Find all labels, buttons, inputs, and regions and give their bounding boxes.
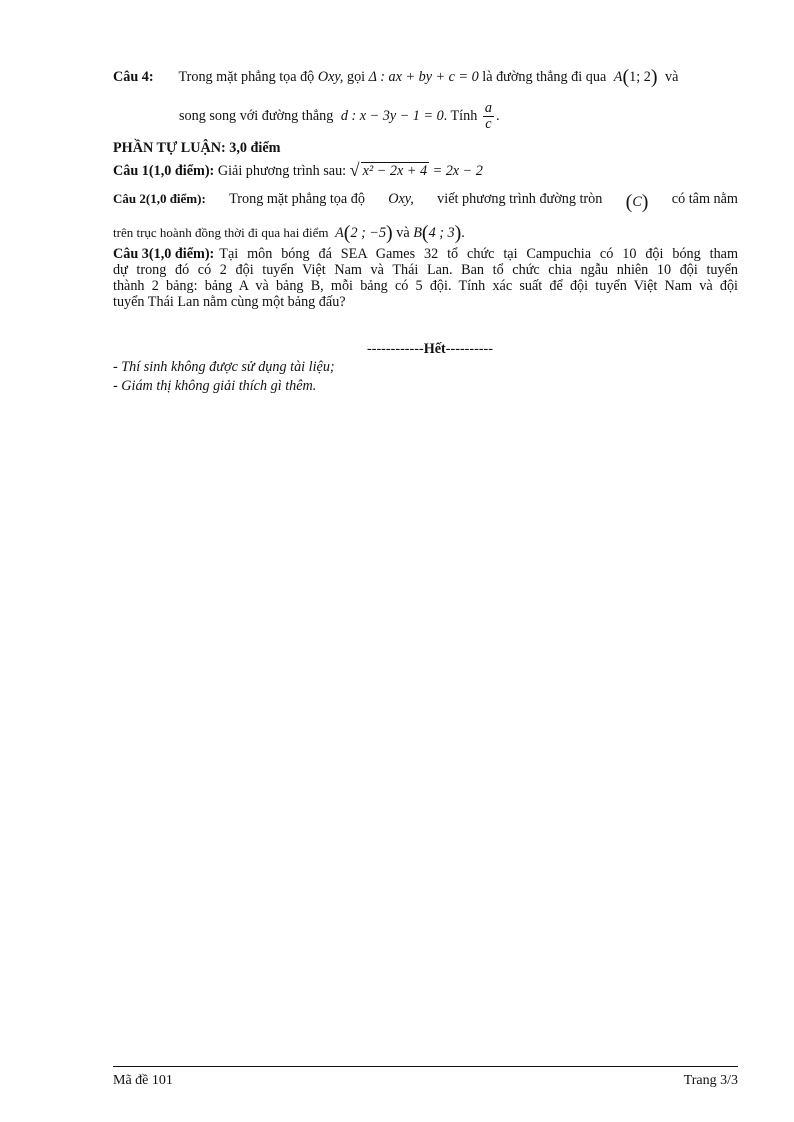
footer-divider <box>113 1066 738 1067</box>
c3-line4: tuyển Thái Lan nằm cùng một bảng đấu? <box>113 294 346 310</box>
c2-end-dot: . <box>461 225 465 241</box>
q4-point-a-coords: 1; 2 <box>629 69 651 85</box>
c2-line1-b: viết phương trình đường tròn <box>437 191 603 207</box>
footer-page-number: Trang 3/3 <box>683 1073 738 1088</box>
c1-rhs: = 2x − 2 <box>432 163 483 179</box>
c2-point-a: A <box>335 225 344 241</box>
q4-frac-num: a <box>484 100 492 116</box>
end-het: Hết <box>423 341 446 357</box>
end-dashes-right: ---------- <box>445 341 494 357</box>
essay-c1 <box>113 160 483 180</box>
q4-line2-prefix: song song với đường thẳng <box>179 107 334 124</box>
essay-heading: PHẦN TỰ LUẬN: 3,0 điểm <box>113 140 281 156</box>
q4-line1: Câu 4: Trong mặt phẳng tọa độ Oxy, gọi Δ : ax + by + c = 0 là đường thẳng đi qua A(1; 2) và <box>113 66 679 88</box>
q4-fraction <box>483 101 494 132</box>
q4-oxy: Oxy, <box>317 69 344 85</box>
c3-label: Câu 3(1,0 điểm): <box>113 246 215 262</box>
end-marker <box>367 341 493 358</box>
c2-line2-a: trên trục hoành đồng thời đi qua hai điểm <box>113 225 329 240</box>
c2-point-a-coords: 2 ; −5 <box>350 225 387 241</box>
footer-exam-code: Mã đề 101 <box>113 1073 173 1088</box>
end-dashes-left: ------------ <box>367 341 424 357</box>
c3-line3: thành 2 bảng: bảng A và bảng B, mỗi bảng có 5 đội. Tính xác suất để đội tuyển Việt Nam và đội <box>113 278 738 294</box>
q4-tinh: . Tính <box>443 107 478 124</box>
c2-and: và <box>396 225 410 241</box>
c1-sqrt <box>349 160 429 180</box>
q4-end-dot: . <box>495 107 500 124</box>
c2-oxy: Oxy, <box>388 191 414 207</box>
c1-text: Giải phương trình sau: <box>217 163 347 179</box>
c3-line1 <box>113 246 738 263</box>
c2-line2: trên trục hoành đồng thời đi qua hai điểm A(2 ; −5) và B(4 ; 3). <box>113 222 465 244</box>
c2-point-b: B <box>413 225 422 241</box>
q4-frac-den: c <box>485 116 492 132</box>
c2-line1-c: có tâm nằm <box>671 191 738 207</box>
q4-line1-prefix: Trong mặt phẳng tọa độ <box>178 69 315 85</box>
q4-delta-equation: Δ : ax + by + c = 0 <box>368 69 479 85</box>
c1-label: Câu 1(1,0 điểm): <box>113 163 215 179</box>
sqrt-icon: √ <box>349 160 360 180</box>
q4-d-equation: d : x − 3y − 1 = 0 <box>340 107 444 124</box>
c2-label: Câu 2(1,0 điểm): <box>113 191 206 206</box>
q4-goi: gọi <box>346 69 366 85</box>
c2-circle: C <box>632 194 642 210</box>
q4-point-a: A <box>613 69 623 85</box>
q4-line2 <box>179 101 500 132</box>
c1-radicand: x² − 2x + 4 <box>362 163 428 179</box>
note-2: - Giám thị không giải thích gì thêm. <box>113 378 317 394</box>
c3-line1-text: Tại môn bóng đá SEA Games 32 tổ chức tại Campuchia có 10 đội bóng tham <box>219 246 738 262</box>
c2-line1-a: Trong mặt phẳng tọa độ <box>229 191 365 207</box>
c2-line1: Câu 2(1,0 điểm): Trong mặt phẳng tọa độ Oxy, viết phương trình đường tròn (C) có tâm nằm <box>113 191 738 213</box>
exam-page <box>113 0 738 1122</box>
q4-line1-mid: là đường thẳng đi qua <box>482 69 607 85</box>
note-1: - Thí sinh không được sử dụng tài liệu; <box>113 359 335 375</box>
c3-line2: dự trong đó có 2 đội tuyển Việt Nam và Thái Lan. Ban tổ chức chia ngẫu nhiên 10 đội tuyển <box>113 262 738 278</box>
c2-point-b-coords: 4 ; 3 <box>428 225 455 241</box>
q4-and: và <box>665 69 679 85</box>
q4-label: Câu 4: <box>113 69 154 85</box>
